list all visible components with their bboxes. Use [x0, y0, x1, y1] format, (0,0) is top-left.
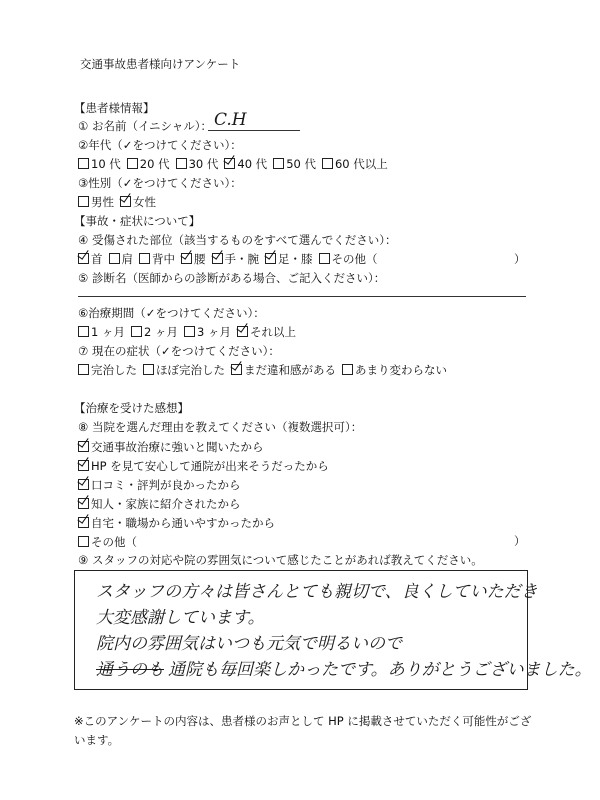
q7-option-label: あまり変わらない	[355, 363, 447, 377]
q2-option-label: 40 代	[237, 157, 268, 171]
q4-option[interactable]	[78, 252, 103, 266]
q6-options	[78, 324, 302, 340]
q2-label: ②年代（✓をつけてください）：	[78, 138, 242, 152]
q3-options	[78, 194, 162, 210]
q8-option[interactable]	[78, 438, 329, 457]
checkbox[interactable]	[78, 253, 89, 264]
survey-title: 交通事故患者様向けアンケート	[80, 57, 241, 71]
q2-options	[78, 156, 394, 172]
q4-option[interactable]	[109, 252, 134, 266]
q7-option[interactable]	[143, 363, 225, 377]
checkbox[interactable]	[176, 158, 187, 169]
q4-option-label: 首	[91, 252, 103, 266]
q7-option[interactable]	[231, 363, 336, 377]
checkbox[interactable]	[78, 196, 89, 207]
impression-section-heading: 【治療を受けた感想】	[74, 401, 189, 415]
q3-option-label: 男性	[91, 195, 114, 209]
q8-options	[78, 438, 335, 552]
patient-section-heading: 【患者様情報】	[74, 101, 155, 115]
footer-note-line-2: います。	[74, 733, 120, 747]
q4-close-paren: ）	[514, 252, 526, 266]
checkbox[interactable]	[78, 460, 89, 471]
q4-option-label: 肩	[121, 252, 133, 266]
checkbox[interactable]	[120, 196, 131, 207]
q8-option[interactable]	[78, 457, 329, 476]
q7-option[interactable]	[78, 363, 137, 377]
checkbox[interactable]	[342, 364, 353, 375]
checkbox[interactable]	[322, 158, 333, 169]
q6-label: ⑥治療期間（✓をつけてください）：	[78, 306, 265, 320]
checkbox[interactable]	[78, 536, 89, 547]
q4-option-label: その他（	[331, 252, 378, 266]
q9-answer-line-2: 大変感謝しています。	[96, 608, 265, 628]
q7-option-label: まだ違和感がある	[244, 363, 336, 377]
q1-label: ① お名前（イニシャル）：	[78, 119, 213, 133]
checkbox[interactable]	[127, 158, 138, 169]
q8-option-label: 交通事故治療に強いと聞いたから	[91, 440, 264, 454]
q9-struck-text: 通うのも	[96, 660, 164, 680]
checkbox[interactable]	[319, 253, 330, 264]
q8-option-label: 自宅・職場から通いやすかったから	[91, 516, 275, 530]
footer-note-line-1: ※このアンケートの内容は、患者様のお声として HP に掲載させていただく可能性がござ	[74, 714, 532, 728]
q3-option-label: 女性	[133, 195, 156, 209]
q2-option-label: 50 代	[286, 157, 316, 171]
q7-options	[78, 362, 453, 378]
q9-answer-line-4: 通院も毎回楽しかったです。ありがとうございました。	[168, 660, 592, 680]
q4-option[interactable]	[181, 252, 206, 266]
q3-option[interactable]	[120, 195, 156, 209]
q5-answer-line	[78, 296, 526, 297]
checkbox[interactable]	[78, 498, 89, 509]
q3-label: ③性別（✓をつけてください）：	[78, 176, 242, 190]
q7-option-label: ほぼ完治した	[156, 363, 225, 377]
q9-answer-line-3: 院内の雰囲気はいつも元気で明るいので	[96, 634, 402, 654]
q8-option-label: 知人・家族に紹介されたから	[91, 497, 241, 511]
q2-option[interactable]	[127, 157, 170, 171]
q8-option-label: その他（	[91, 535, 137, 549]
q6-option-label: 2 ヶ月	[143, 325, 178, 339]
q6-option[interactable]	[184, 325, 231, 339]
q4-label: ④ 受傷された部位（該当するものをすべて選んでください）：	[78, 233, 397, 247]
checkbox[interactable]	[212, 253, 223, 264]
q6-option-label: 1 ヶ月	[91, 325, 125, 339]
checkbox[interactable]	[224, 158, 235, 169]
q7-option[interactable]	[342, 363, 447, 377]
q6-option[interactable]	[237, 325, 296, 339]
q4-option[interactable]	[319, 252, 378, 266]
checkbox[interactable]	[143, 364, 154, 375]
q8-option-label: HP を見て安心して通院が出来そうだったから	[91, 459, 329, 473]
q2-option-label: 10 代	[91, 157, 121, 171]
checkbox[interactable]	[78, 441, 89, 452]
checkbox[interactable]	[78, 479, 89, 490]
checkbox[interactable]	[78, 364, 89, 375]
checkbox[interactable]	[273, 158, 284, 169]
q2-option[interactable]	[224, 157, 267, 171]
q6-option-label: 3 ヶ月	[196, 325, 231, 339]
q7-option-label: 完治した	[91, 363, 137, 377]
checkbox[interactable]	[181, 253, 192, 264]
checkbox[interactable]	[131, 326, 142, 337]
checkbox[interactable]	[184, 326, 195, 337]
q4-option[interactable]	[139, 252, 175, 266]
q2-option[interactable]	[176, 157, 219, 171]
q4-option-label: 腰	[194, 252, 206, 266]
checkbox[interactable]	[265, 253, 276, 264]
q5-label: ⑤ 診断名（医師からの診断がある場合、ご記入ください）：	[78, 271, 386, 285]
q6-option[interactable]	[131, 325, 178, 339]
checkbox[interactable]	[237, 326, 248, 337]
checkbox[interactable]	[109, 253, 120, 264]
q6-option[interactable]	[78, 325, 125, 339]
checkbox[interactable]	[78, 158, 89, 169]
accident-section-heading: 【事故・症状について】	[74, 214, 201, 228]
checkbox[interactable]	[231, 364, 242, 375]
q4-option-label: 足・膝	[278, 252, 313, 266]
q2-option[interactable]	[273, 157, 316, 171]
q8-option[interactable]	[78, 514, 329, 533]
q4-option[interactable]	[212, 252, 260, 266]
q2-option-label: 30 代	[188, 157, 219, 171]
q1-answer-line	[208, 130, 300, 131]
q2-option[interactable]	[322, 157, 388, 171]
q4-option[interactable]	[265, 252, 313, 266]
q8-option[interactable]	[78, 533, 329, 552]
q9-label: ⑨ スタッフの対応や院の雰囲気について感じたことがあれば教えてください。	[78, 553, 483, 567]
q8-close-paren: ）	[514, 534, 526, 548]
q6-option-label: それ以上	[249, 325, 296, 339]
q8-label: ⑧ 当院を選んだ理由を教えてください（複数選択可）：	[78, 420, 363, 434]
q8-option[interactable]	[78, 476, 329, 495]
q4-options	[78, 251, 384, 267]
q9-answer-line-1: スタッフの方々は皆さんとても親切で、良くしていただき	[96, 582, 538, 602]
q8-option[interactable]	[78, 495, 329, 514]
checkbox[interactable]	[139, 253, 150, 264]
q2-option-label: 60 代以上	[334, 157, 388, 171]
q2-option-label: 20 代	[139, 157, 170, 171]
q8-option-label: 口コミ・評判が良かったから	[91, 478, 241, 492]
checkbox[interactable]	[78, 326, 89, 337]
q3-option[interactable]	[78, 195, 114, 209]
q4-option-label: 背中	[152, 252, 175, 266]
q2-option[interactable]	[78, 157, 121, 171]
q7-label: ⑦ 現在の症状（✓をつけてください）：	[78, 344, 280, 358]
q1-answer: C.H	[214, 110, 247, 130]
checkbox[interactable]	[78, 517, 89, 528]
q4-option-label: 手・腕	[224, 252, 259, 266]
